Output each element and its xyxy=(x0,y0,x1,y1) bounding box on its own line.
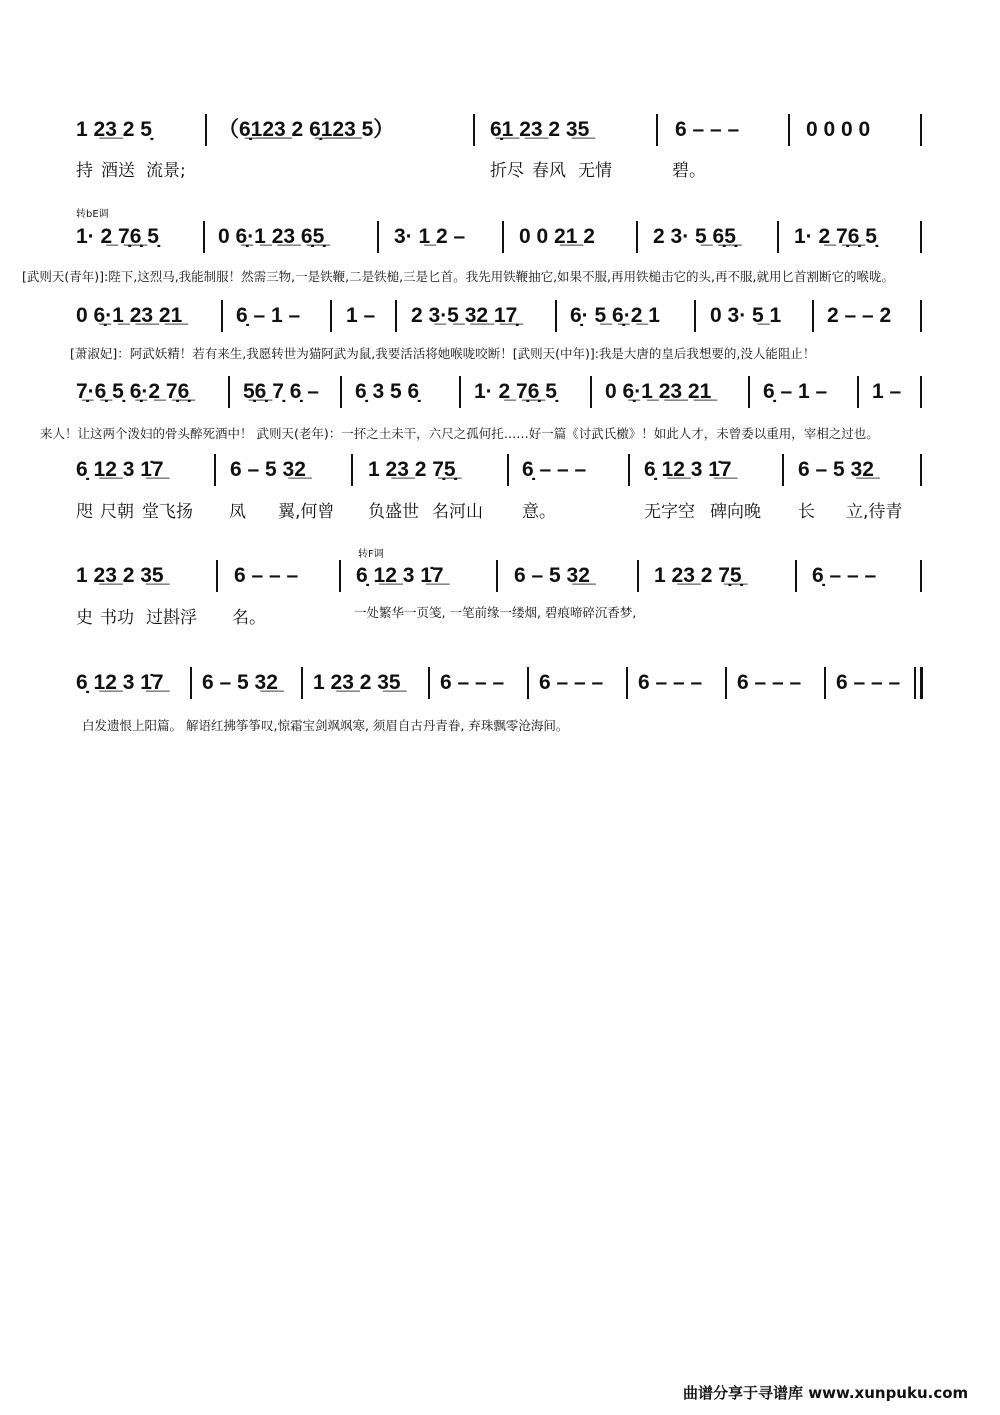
barline xyxy=(555,300,557,332)
barline xyxy=(301,667,303,699)
measure: 6 – 5 3̲2̲ xyxy=(798,458,874,481)
barline xyxy=(473,114,475,146)
lyric: 碑向晚 xyxy=(710,502,761,522)
measure: 6 – – – xyxy=(836,671,901,694)
measure: 6̣ – – – xyxy=(812,564,877,587)
notation-line xyxy=(0,296,1000,336)
lyric: 尺朝 xyxy=(100,502,134,522)
barline xyxy=(340,376,342,408)
key-change-label: 转F调 xyxy=(358,549,384,560)
measure: 1 2̲3̲ 2 3̲5̲ xyxy=(76,564,164,587)
measure: 6 – 5 3̲2̲ xyxy=(202,671,278,694)
measure: 1· 2̲ 7̣̲6̣̲ 5̣ xyxy=(794,225,877,248)
measure: 0 6̣̲·1̲ 2̲3̲ 2̲1̲ xyxy=(605,380,712,403)
barline xyxy=(190,667,192,699)
measure: 6̣̲1̲ 2̲3̲ 2 3̲5̲ xyxy=(490,118,590,141)
spoken-dialogue: [萧淑妃]：阿武妖精！若有来生,我愿转世为猫阿武为鼠,我要活活将她喉咙咬断！[武则天(中年)]:我是大唐的皇后我想要的,没人能阻止！ xyxy=(70,346,816,361)
notation-line xyxy=(0,372,1000,412)
measure: 6̣ – 1 – xyxy=(763,380,828,403)
barline xyxy=(636,221,638,253)
barline xyxy=(920,114,922,146)
measure: 3· 1̲ 2 – xyxy=(394,225,466,248)
barline xyxy=(214,454,216,486)
lyric: 史 xyxy=(76,608,93,628)
lyric: 折尽 xyxy=(490,161,524,181)
measure: 1 2̲3̲ 2 7̣̲5̣̲ xyxy=(654,564,742,587)
barline xyxy=(228,376,230,408)
final-barline xyxy=(920,667,923,699)
notation-line xyxy=(0,217,1000,257)
measure: 6 – – – xyxy=(675,118,740,141)
barline xyxy=(920,300,922,332)
measure: 1· 2̲ 7̣̲6̣̲ 5̣ xyxy=(474,380,557,403)
barline xyxy=(502,221,504,253)
barline xyxy=(920,221,922,253)
lyric: 酒送 xyxy=(101,161,135,181)
measure: 6 – – – xyxy=(440,671,505,694)
barline xyxy=(428,667,430,699)
spoken-dialogue: 一处繁华一页笺, 一笔前缘一缕烟, 碧痕啼碎沉香梦, xyxy=(354,605,637,620)
measure: 1 2̲3̲ 2 5̣ xyxy=(76,118,152,141)
lyric: 名河山 xyxy=(432,502,483,522)
barline xyxy=(628,454,630,486)
measure: （6̣̲1̲̲2̲̲3̲̲ 2 6̣̲1̲̲2̲̲3̲̲ 5） xyxy=(218,118,395,141)
barline xyxy=(824,667,826,699)
lyric: 持 xyxy=(76,161,93,181)
measure: 0 6̣̲·1̲ 2̲3̲ 2̲1̲ xyxy=(76,304,183,327)
lyric: 春风 xyxy=(532,161,566,181)
barline xyxy=(857,376,859,408)
measure: 6̣ 1̲2̲ 3 1̲̇7̲ xyxy=(356,564,444,587)
barline xyxy=(656,114,658,146)
barline xyxy=(590,376,592,408)
notation-line xyxy=(0,110,1000,150)
barline xyxy=(205,114,207,146)
barline xyxy=(782,454,784,486)
lyric: 咫 xyxy=(76,502,93,522)
measure: 1 2̲3̲ 2 7̣̲5̣̲ xyxy=(368,458,456,481)
barline xyxy=(788,114,790,146)
measure: 6̣ 1̲2̲ 3 1̲̇7̲ xyxy=(76,458,164,481)
lyric: 负盛世 xyxy=(368,502,419,522)
lyric: 名。 xyxy=(232,608,266,628)
barline xyxy=(920,560,922,592)
lyric: 长 xyxy=(798,502,815,522)
barline xyxy=(351,454,353,486)
measure: 6 – – – xyxy=(539,671,604,694)
barline xyxy=(920,376,922,408)
barline xyxy=(395,300,397,332)
notation-line xyxy=(0,663,1000,703)
barline xyxy=(459,376,461,408)
measure: 0 3· 5̲ 1 xyxy=(710,304,782,327)
measure: 6 – 5 3̲2̲ xyxy=(230,458,306,481)
lyric: 意。 xyxy=(522,502,556,522)
barline xyxy=(725,667,727,699)
barline xyxy=(203,221,205,253)
measure: 5̣̲6̣̲ 7̣ 6̣ – xyxy=(243,380,319,403)
measure: 0 0 2̲1̲ 2 xyxy=(519,225,595,248)
measure: 2 – – 2 xyxy=(827,304,892,327)
lyric: 凤 xyxy=(229,502,246,522)
measure: 6̣ – – – xyxy=(522,458,587,481)
lyric: 过斟浮 xyxy=(146,608,197,628)
measure: 6 – – – xyxy=(638,671,703,694)
barline xyxy=(339,560,341,592)
measure: 6̣ – 1 – xyxy=(236,304,301,327)
measure: 6̣ 1̲2̲ 3 1̲̇7̲ xyxy=(76,671,164,694)
measure: 1 – xyxy=(872,380,902,403)
measure: 7̣̲·6̣̲ 5̣ 6̣̲·2̲ 7̣̲6̣̲ xyxy=(76,380,190,403)
lyric: 无字空 xyxy=(644,502,695,522)
barline xyxy=(377,221,379,253)
measure: 0 6̣̲·1̲ 2̲3̲ 6̣̲5̣̲ xyxy=(218,225,325,248)
site-footer: 曲谱分享于寻谱库 www.xunpuku.com xyxy=(683,1384,969,1402)
measure: 6 – 5 3̲2̲ xyxy=(514,564,590,587)
barline xyxy=(920,454,922,486)
spoken-dialogue: [武则天(青年)]:陛下,这烈马,我能制服！然需三物,一是铁鞭,二是铁槌,三是匕首。我先用铁鞭抽它,如果不服,再用铁槌击它的头,再不服,就用匕首割断它的喉咙。 xyxy=(22,269,894,284)
barline xyxy=(216,560,218,592)
measure: 6 – – – xyxy=(234,564,299,587)
barline xyxy=(812,300,814,332)
barline xyxy=(694,300,696,332)
barline xyxy=(527,667,529,699)
lyric: 翼,何曾 xyxy=(278,502,335,522)
spoken-dialogue: 白发遗恨上阳篇。 解语红拂筝筝叹,惊霜宝剑飒飒寒, 须眉自古丹青眷, 弃珠飘零沧海间。 xyxy=(82,718,569,733)
lyric: 流景; xyxy=(146,161,186,181)
barline xyxy=(637,560,639,592)
measure: 6̣ 1̲2̲ 3 1̲̇7̲ xyxy=(644,458,732,481)
barline xyxy=(330,300,332,332)
lyric: 无情 xyxy=(578,161,612,181)
barline xyxy=(496,560,498,592)
measure: 1· 2̲ 7̣̲6̣̲ 5̣ xyxy=(76,225,159,248)
spoken-dialogue: 来人！让这两个泼妇的骨头醉死酒中！ 武则天(老年)：一抔之土未干，六尺之孤何托……好一篇《讨武氏檄》！如此人才，未曾委以重用，宰相之过也。 xyxy=(40,426,879,441)
barline xyxy=(777,221,779,253)
barline xyxy=(748,376,750,408)
measure: 6 – – – xyxy=(737,671,802,694)
lyric: 堂飞扬 xyxy=(142,502,193,522)
measure: 2 3̲·5̲ 3̲2̲ 1̲7̣̲ xyxy=(411,304,518,327)
measure: 1 2̲3̲ 2 3̲5̲ xyxy=(313,671,401,694)
lyric: 立,待青 xyxy=(846,502,903,522)
barline xyxy=(626,667,628,699)
barline xyxy=(221,300,223,332)
lyric: 碧。 xyxy=(672,161,706,181)
notation-line xyxy=(0,556,1000,596)
measure: 2 3· 5̲ 6̣̲5̣̲ xyxy=(653,225,736,248)
key-change-label: 转bE调 xyxy=(76,209,109,220)
barline xyxy=(795,560,797,592)
measure: 0 0 0 0 xyxy=(806,118,871,141)
notation-line xyxy=(0,450,1000,490)
barline xyxy=(507,454,509,486)
lyric: 书功 xyxy=(100,608,134,628)
measure: 6̣ 3 5 6̣ xyxy=(355,380,420,403)
measure: 6̣· 5̲ 6̣̲·2̲ 1 xyxy=(570,304,660,327)
measure: 1 – xyxy=(346,304,376,327)
